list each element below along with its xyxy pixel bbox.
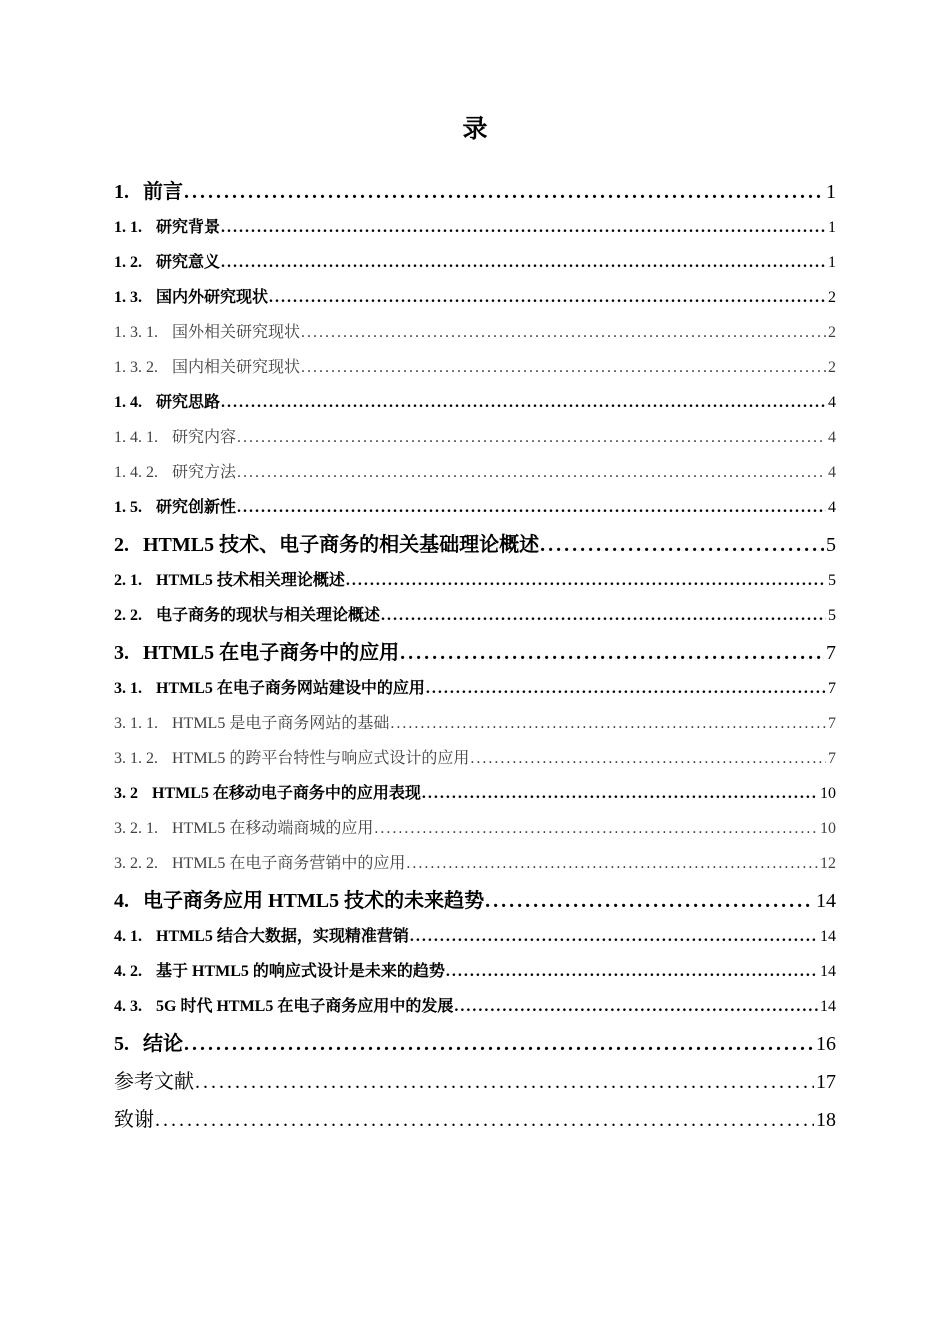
toc-number: 3. 1. (114, 680, 142, 697)
toc-title: HTML5 在移动端商城的应用 (172, 820, 374, 837)
toc-title: HTML5 结合大数据，实现精准营销 (156, 928, 409, 945)
toc-entry-1-4-2[interactable] (114, 455, 836, 490)
toc-title: 电子商务应用 HTML5 技术的未来趋势 (143, 890, 485, 912)
toc-page-number: 14 (820, 928, 836, 945)
toc-title: HTML5 是电子商务网站的基础 (172, 715, 390, 732)
toc-entry-references[interactable] (114, 1064, 836, 1100)
toc-leader (195, 1064, 814, 1100)
toc-entry-1[interactable] (114, 174, 836, 210)
toc-leader (301, 350, 826, 385)
toc-entry-3-1[interactable] (114, 671, 836, 706)
toc-title: 研究内容 (172, 429, 237, 446)
toc-title: 国外相关研究现状 (172, 324, 301, 341)
toc-page-number: 14 (820, 998, 836, 1015)
toc-leader (485, 883, 814, 919)
toc-entry-3-2-1[interactable] (114, 811, 836, 846)
toc-page-number: 7 (826, 642, 836, 664)
toc-entry-1-5[interactable] (114, 490, 836, 525)
toc-leader (269, 280, 826, 315)
toc-leader (406, 846, 818, 881)
toc-title: HTML5 技术相关理论概述 (156, 572, 345, 589)
toc-entry-3[interactable] (114, 635, 836, 671)
toc-page-number: 16 (816, 1033, 836, 1055)
toc-title: HTML5 在电子商务网站建设中的应用 (156, 680, 425, 697)
toc-leader (381, 598, 826, 633)
toc-title: HTML5 在移动电子商务中的应用表现 (152, 785, 421, 802)
toc-leader (374, 811, 818, 846)
toc-number: 1. 3. 1. (114, 324, 158, 341)
toc-title: 研究创新性 (156, 499, 237, 516)
toc-number: 1. 3. (114, 289, 142, 306)
toc-page-number: 1 (826, 181, 836, 203)
toc-title: 前言 (143, 181, 183, 203)
toc-number: 3. 1. 2. (114, 750, 158, 767)
toc-entry-3-2-2[interactable] (114, 846, 836, 881)
toc-page-number: 5 (828, 572, 836, 589)
toc-page-number: 14 (820, 963, 836, 980)
toc-page-number: 10 (820, 785, 836, 802)
toc-leader (540, 527, 824, 563)
toc-leader (410, 919, 818, 954)
toc-entry-1-3[interactable] (114, 280, 836, 315)
toc-page-number: 1 (828, 254, 836, 271)
toc-entry-1-1[interactable] (114, 210, 836, 245)
toc-leader (446, 954, 818, 989)
toc-title: 研究思路 (156, 394, 221, 411)
toc-number: 3. 2. 1. (114, 820, 158, 837)
toc-number: 3. 2 (114, 785, 138, 802)
toc-entry-4[interactable] (114, 883, 836, 919)
toc-entry-2-1[interactable] (114, 563, 836, 598)
toc-entry-2-2[interactable] (114, 598, 836, 633)
toc-title: HTML5 技术、电子商务的相关基础理论概述 (143, 534, 540, 556)
toc-leader (390, 706, 826, 741)
toc-leader (454, 989, 818, 1024)
toc-page-number: 10 (820, 820, 836, 837)
toc-number: 1. 4. (114, 394, 142, 411)
toc-leader (237, 420, 826, 455)
toc-page-number: 7 (828, 680, 836, 697)
toc-page-number: 4 (828, 394, 836, 411)
toc-number: 2. 1. (114, 572, 142, 589)
toc-page-number: 4 (828, 464, 836, 481)
toc-number: 2. 2. (114, 607, 142, 624)
toc-title: 致谢 (114, 1109, 154, 1131)
toc-number: 4. (114, 890, 129, 912)
toc-leader (184, 1026, 814, 1062)
toc-title: 基于 HTML5 的响应式设计是未来的趋势 (156, 963, 445, 980)
toc-entry-4-2[interactable] (114, 954, 836, 989)
toc-title: 研究意义 (156, 254, 221, 271)
toc-title: HTML5 在电子商务营销中的应用 (172, 855, 406, 872)
toc-page-number: 12 (820, 855, 836, 872)
toc-number: 1. 4. 1. (114, 429, 158, 446)
toc-page-number: 17 (816, 1071, 836, 1093)
toc-title: 国内外研究现状 (156, 289, 269, 306)
toc-number: 1. 2. (114, 254, 142, 271)
toc-leader (346, 563, 826, 598)
toc-entry-2[interactable] (114, 527, 836, 563)
toc-page-number: 18 (816, 1109, 836, 1131)
toc-leader (301, 315, 826, 350)
toc-title: 研究背景 (156, 219, 221, 236)
toc-number: 1. 4. 2. (114, 464, 158, 481)
toc-entry-4-3[interactable] (114, 989, 836, 1024)
toc-page-number: 2 (828, 359, 836, 376)
toc-entry-3-2[interactable] (114, 776, 836, 811)
toc-title: 国内相关研究现状 (172, 359, 301, 376)
toc-leader (470, 741, 826, 776)
toc-number: 1. 3. 2. (114, 359, 158, 376)
toc-leader (400, 635, 824, 671)
toc-page-number: 5 (828, 607, 836, 624)
toc-entry-1-3-2[interactable] (114, 350, 836, 385)
toc-entry-acknowledgements[interactable] (114, 1102, 836, 1138)
toc-entry-5[interactable] (114, 1026, 836, 1062)
toc-number: 3. (114, 642, 129, 664)
toc-page-number: 5 (826, 534, 836, 556)
toc-leader (221, 385, 826, 420)
toc-entry-1-2[interactable] (114, 245, 836, 280)
toc-entry-1-3-1[interactable] (114, 315, 836, 350)
toc-number: 4. 1. (114, 928, 142, 945)
toc-entry-1-4[interactable] (114, 385, 836, 420)
toc-leader (237, 490, 826, 525)
toc-page-number: 2 (828, 324, 836, 341)
toc-title: 5G 时代 HTML5 在电子商务应用中的发展 (156, 998, 454, 1015)
toc-number: 1. (114, 181, 129, 203)
toc-entry-4-1[interactable] (114, 919, 836, 954)
toc-title: HTML5 在电子商务中的应用 (143, 642, 400, 664)
toc-number: 4. 2. (114, 963, 142, 980)
toc-page-number: 2 (828, 289, 836, 306)
toc-title: HTML5 的跨平台特性与响应式设计的应用 (172, 750, 470, 767)
toc-leader (426, 671, 826, 706)
toc-number: 3. 1. 1. (114, 715, 158, 732)
toc-page-number: 4 (828, 429, 836, 446)
toc-leader (221, 210, 826, 245)
toc-page-number: 14 (816, 890, 836, 912)
page-title: 录 (462, 116, 488, 143)
toc-leader (155, 1102, 814, 1138)
toc-leader (221, 245, 826, 280)
toc-title: 参考文献 (114, 1071, 194, 1093)
toc-entry-1-4-1[interactable] (114, 420, 836, 455)
toc-title: 电子商务的现状与相关理论概述 (156, 607, 381, 624)
toc-page-number: 4 (828, 499, 836, 516)
toc-page-number: 1 (828, 219, 836, 236)
toc-number: 5. (114, 1033, 129, 1055)
toc-leader (237, 455, 826, 490)
toc-number: 3. 2. 2. (114, 855, 158, 872)
toc-number: 4. 3. (114, 998, 142, 1015)
toc-page-number: 7 (828, 715, 836, 732)
toc-title: 研究方法 (172, 464, 237, 481)
toc-entry-3-1-2[interactable] (114, 741, 836, 776)
toc-leader (422, 776, 818, 811)
toc-number: 1. 5. (114, 499, 142, 516)
toc-entry-3-1-1[interactable] (114, 706, 836, 741)
toc-number: 1. 1. (114, 219, 142, 236)
toc-number: 2. (114, 534, 129, 556)
toc-page-number: 7 (828, 750, 836, 767)
table-of-contents (114, 172, 836, 1138)
toc-title: 结论 (143, 1033, 183, 1055)
toc-leader (184, 174, 824, 210)
